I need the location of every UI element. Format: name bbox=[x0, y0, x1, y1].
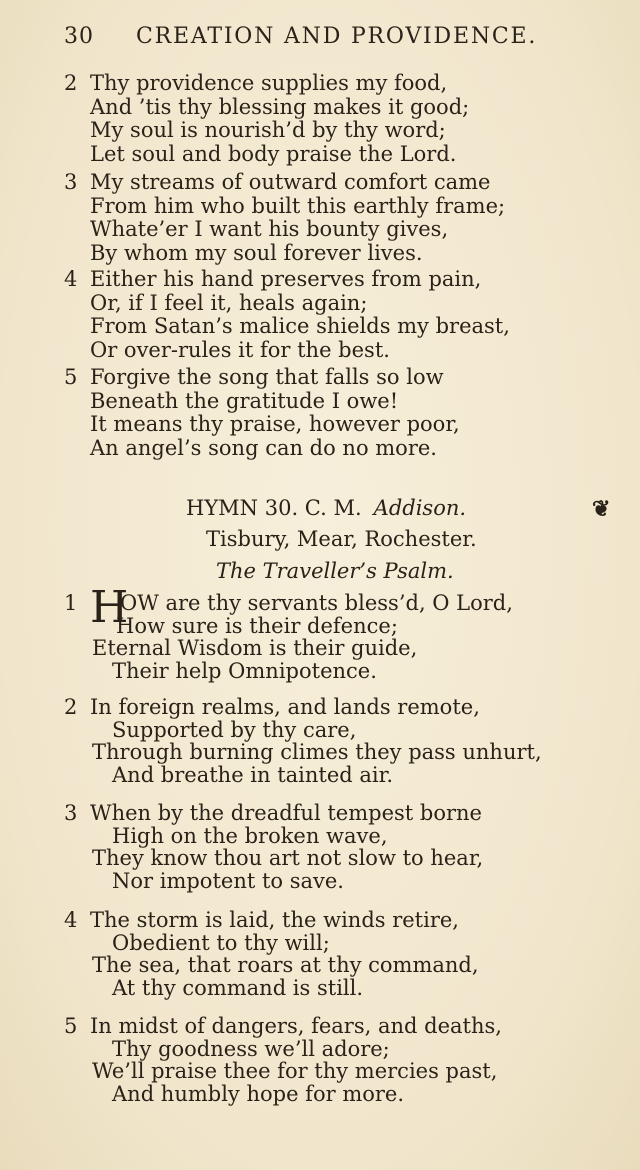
verse-line: Beneath the gratitude I owe! bbox=[90, 388, 399, 413]
hymn2-verse-3 bbox=[64, 802, 584, 892]
verse-line: By whom my soul forever lives. bbox=[90, 240, 423, 265]
hymn-heading bbox=[186, 496, 466, 520]
verse-line: My streams of outward comfort came bbox=[90, 170, 491, 194]
verse-number: 2 bbox=[64, 71, 78, 95]
page-header bbox=[64, 24, 604, 54]
verse-line: Their help Omnipotence. bbox=[112, 658, 377, 683]
verse-line: Whate’er I want his bounty gives, bbox=[90, 217, 449, 241]
drop-cap: H bbox=[90, 582, 129, 633]
hymn-subtitle: The Traveller’s Psalm. bbox=[216, 559, 454, 583]
verse-number: 3 bbox=[64, 170, 78, 194]
hymn1-verse-2 bbox=[64, 72, 584, 166]
hymn-number: HYMN 30. C. M. bbox=[186, 496, 362, 520]
page-number: 30 bbox=[64, 24, 94, 49]
verse-line: Or, if I feel it, heals again; bbox=[90, 290, 368, 315]
verse-line: The storm is laid, the winds retire, bbox=[90, 908, 459, 932]
verse-line: Supported by thy care, bbox=[112, 717, 357, 742]
verse-line: Or over-rules it for the best. bbox=[90, 337, 390, 362]
verse-line: From him who built this earthly frame; bbox=[90, 193, 506, 218]
hymn2-verse-5 bbox=[64, 1015, 584, 1105]
verse-line: Forgive the song that falls so low bbox=[90, 365, 444, 389]
running-title: CREATION AND PROVIDENCE. bbox=[136, 24, 538, 49]
hymn1-verse-4 bbox=[64, 268, 584, 362]
verse-number: 2 bbox=[64, 695, 78, 719]
verse-number: 3 bbox=[64, 801, 78, 825]
verse-number: 5 bbox=[64, 1014, 78, 1038]
verse-line: OW are thy servants bless’d, O Lord, bbox=[120, 591, 513, 615]
hymn1-verse-3 bbox=[64, 171, 584, 265]
verse-line: And ’tis thy blessing makes it good; bbox=[90, 94, 470, 119]
hymn2-verse-4 bbox=[64, 909, 584, 999]
verse-number: 5 bbox=[64, 365, 78, 389]
verse-line: High on the broken wave, bbox=[112, 823, 388, 848]
verse-line: An angel’s song can do no more. bbox=[90, 435, 437, 460]
verse-line: In foreign realms, and lands remote, bbox=[90, 695, 480, 719]
hymn2-verse-1 bbox=[64, 592, 584, 682]
verse-line: Either his hand preserves from pain, bbox=[90, 267, 482, 291]
hymn2-verse-2 bbox=[64, 696, 584, 786]
verse-line: The sea, that roars at thy command, bbox=[92, 953, 479, 977]
hymn-tunes: Tisbury, Mear, Rochester. bbox=[206, 527, 477, 551]
verse-line: How sure is their defence; bbox=[116, 613, 398, 638]
verse-line: It means thy praise, however poor, bbox=[90, 412, 460, 436]
verse-number: 4 bbox=[64, 908, 78, 932]
verse-line: Thy providence supplies my food, bbox=[90, 71, 448, 95]
verse-line: And humbly hope for more. bbox=[112, 1081, 405, 1106]
ornament-icon: ❦ bbox=[592, 496, 611, 522]
hymn-author: Addison. bbox=[373, 496, 467, 520]
verse-line: And breathe in tainted air. bbox=[112, 762, 394, 787]
verse-line: Nor impotent to save. bbox=[112, 868, 344, 893]
verse-line: Obedient to thy will; bbox=[112, 930, 330, 955]
verse-line: Through burning climes they pass unhurt, bbox=[92, 740, 542, 764]
verse-number: 1 bbox=[64, 591, 78, 615]
verse-line: Thy goodness we’ll adore; bbox=[112, 1036, 390, 1061]
verse-number: 4 bbox=[64, 267, 78, 291]
verse-line: They know thou art not slow to hear, bbox=[92, 846, 484, 870]
verse-line: When by the dreadful tempest borne bbox=[90, 801, 482, 825]
verse-line: We’ll praise thee for thy mercies past, bbox=[92, 1059, 498, 1083]
verse-line: From Satan’s malice shields my breast, bbox=[90, 314, 510, 338]
hymn1-verse-5 bbox=[64, 366, 584, 460]
verse-line: In midst of dangers, fears, and deaths, bbox=[90, 1014, 502, 1038]
verse-line: At thy command is still. bbox=[112, 975, 364, 1000]
verse-line: Eternal Wisdom is their guide, bbox=[92, 636, 418, 660]
verse-line: My soul is nourish’d by thy word; bbox=[90, 118, 446, 142]
verse-line: Let soul and body praise the Lord. bbox=[90, 141, 457, 166]
